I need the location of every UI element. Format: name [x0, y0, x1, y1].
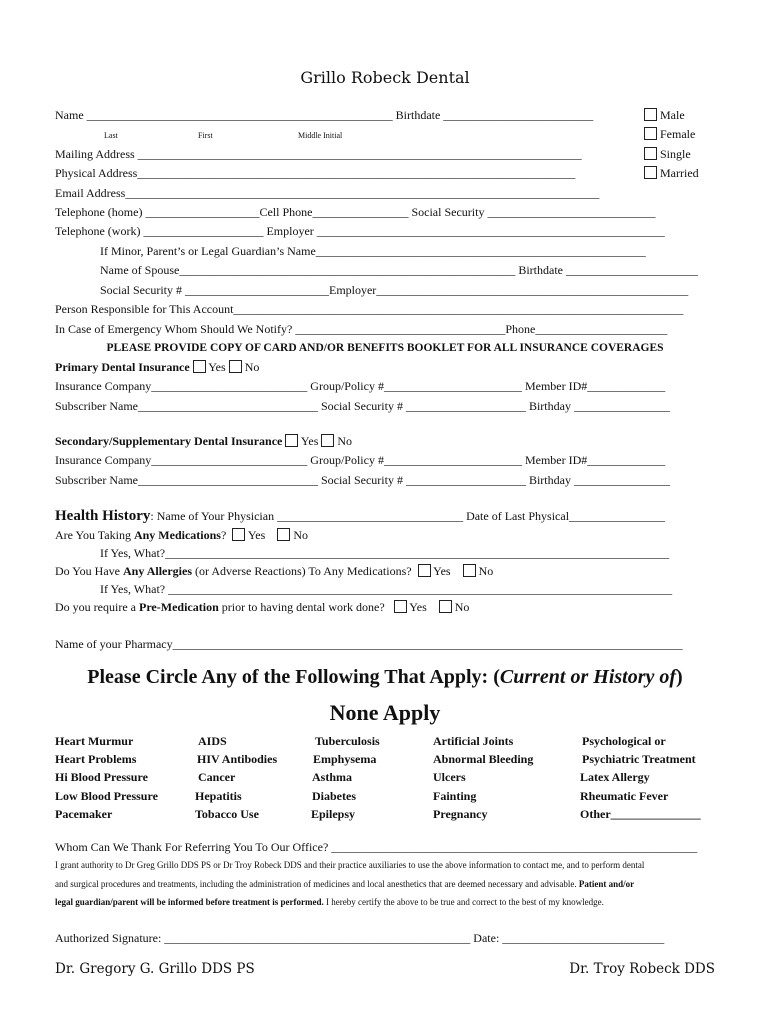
allergies-q-pre: Do You Have: [55, 564, 124, 578]
primary-insurance-row: [55, 360, 259, 374]
allergies-question: [55, 564, 493, 578]
conditions-col-5: [580, 732, 701, 823]
name-sub-middle: Middle Initial: [298, 131, 343, 140]
consent-2-bold: Patient and/or: [578, 879, 635, 889]
condition-item[interactable]: Rheumatic Fever: [580, 788, 669, 803]
primary-insurance-label: Primary Dental Insurance: [55, 360, 190, 374]
premed-no-label: No: [454, 600, 470, 614]
primary-yes-box[interactable]: [193, 360, 206, 373]
name-birthdate-line[interactable]: Name ___________________________________________________ Birthdate _________________________: [55, 108, 594, 122]
allergies-no-label: No: [478, 564, 494, 578]
condition-item[interactable]: Heart Problems: [55, 752, 137, 767]
checkbox-female[interactable]: [644, 127, 695, 141]
condition-item[interactable]: Emphysema: [313, 752, 377, 767]
spouse-line[interactable]: Name of Spouse________________________________________________________ Birthdate ______________________: [100, 263, 698, 277]
secondary-subscriber-line[interactable]: Subscriber Name______________________________ Social Security # ____________________ Birthday ________________: [55, 473, 670, 487]
circle-heading: [0, 666, 770, 689]
condition-item[interactable]: Diabetes: [312, 788, 356, 803]
checkbox-male[interactable]: [644, 108, 685, 122]
checkbox-married[interactable]: [644, 166, 699, 180]
doctor-left: Dr. Gregory G. Grillo DDS PS: [55, 961, 255, 977]
allergies-if-yes-line[interactable]: If Yes, What? ____________________________________________________________________________________: [100, 582, 673, 596]
condition-item[interactable]: Hi Blood Pressure: [55, 770, 148, 785]
physical-address-line[interactable]: Physical Address_________________________________________________________________________: [55, 166, 576, 180]
none-apply-option[interactable]: None Apply: [329, 700, 441, 725]
consent-2-plain: and surgical procedures and treatments, including the administration of medicines and local anesthetics that are deemed necessary and advisable.: [55, 879, 577, 889]
signature-line[interactable]: Authorized Signature: ___________________________________________________ Date: ___________________________: [55, 931, 665, 945]
checkbox-female-box[interactable]: [644, 127, 657, 140]
secondary-insurance-label: Secondary/Supplementary Dental Insurance: [55, 434, 283, 448]
primary-insurance-company-line[interactable]: Insurance Company__________________________ Group/Policy #_______________________ Member ID#_____________: [55, 379, 666, 393]
allergies-yes-label: Yes: [433, 564, 451, 578]
name-sub-first: First: [198, 131, 213, 140]
primary-yes-label: Yes: [208, 360, 226, 374]
medications-no-box[interactable]: [277, 528, 290, 541]
insurance-notice: PLEASE PROVIDE COPY OF CARD AND/OR BENEFITS BOOKLET FOR ALL INSURANCE COVERAGES: [106, 342, 664, 354]
premedication-question: [55, 600, 469, 614]
condition-item[interactable]: Cancer: [198, 770, 236, 785]
circle-heading-close: ): [676, 666, 683, 688]
circle-heading-italic: Current or History of: [499, 666, 677, 688]
minor-guardian-line[interactable]: If Minor, Parent’s or Legal Guardian’s Name_______________________________________________________: [100, 244, 646, 258]
medications-yes-label: Yes: [247, 528, 266, 542]
condition-item[interactable]: Abnormal Bleeding: [433, 752, 534, 767]
condition-item[interactable]: Pregnancy: [433, 806, 488, 821]
condition-item[interactable]: Psychological or: [582, 734, 666, 748]
condition-item[interactable]: Psychiatric Treatment: [582, 752, 696, 767]
condition-item[interactable]: Low Blood Pressure: [55, 788, 158, 803]
email-address-line[interactable]: Email Address_______________________________________________________________________________: [55, 186, 600, 200]
medications-if-yes-line[interactable]: If Yes, What?____________________________________________________________________________________: [100, 546, 670, 560]
primary-no-box[interactable]: [229, 360, 242, 373]
name-sub-last: Last: [104, 131, 118, 140]
allergies-q-post: (or Adverse Reactions) To Any Medications?: [192, 564, 412, 578]
condition-item[interactable]: Other_______________: [580, 806, 701, 821]
secondary-insurance-company-line[interactable]: Insurance Company__________________________ Group/Policy #_______________________ Member ID#_____________: [55, 453, 666, 467]
telephone-work-line[interactable]: Telephone (work) ____________________ Employer __________________________________________________________: [55, 224, 665, 238]
secondary-insurance-row: [55, 434, 352, 448]
doctor-right: Dr. Troy Robeck DDS: [569, 961, 715, 977]
condition-item[interactable]: Pacemaker: [55, 806, 113, 821]
condition-item[interactable]: Fainting: [433, 788, 477, 803]
premed-q-bold: Pre-Medication: [138, 600, 219, 614]
checkbox-single[interactable]: [644, 147, 691, 161]
primary-subscriber-line[interactable]: Subscriber Name______________________________ Social Security # ____________________ Birthday ________________: [55, 399, 670, 413]
secondary-yes-label: Yes: [300, 434, 319, 448]
conditions-col-2: [195, 732, 277, 823]
condition-item[interactable]: Artificial Joints: [433, 734, 514, 748]
allergies-yes-box[interactable]: [418, 564, 431, 577]
medications-q-post: ?: [220, 528, 227, 542]
conditions-col-3: [311, 732, 380, 823]
physician-line[interactable]: : Name of Your Physician _______________________________ Date of Last Physical________________: [150, 509, 666, 523]
premed-q-post: prior to having dental work done?: [218, 600, 385, 614]
circle-heading-plain: Please Circle Any of the Following That Apply: (: [87, 666, 500, 688]
medications-no-label: No: [293, 528, 308, 542]
premed-no-box[interactable]: [439, 600, 452, 613]
referral-line[interactable]: Whom Can We Thank For Referring You To Our Office? _____________________________________________________________: [55, 840, 698, 854]
condition-item[interactable]: Ulcers: [433, 770, 466, 785]
checkbox-married-box[interactable]: [644, 166, 657, 179]
mailing-address-line[interactable]: Mailing Address __________________________________________________________________________: [55, 147, 582, 161]
telephone-home-line[interactable]: Telephone (home) ___________________Cell Phone________________ Social Security ____________________________: [55, 205, 656, 219]
physician-row: [55, 509, 711, 523]
checkbox-single-box[interactable]: [644, 147, 657, 160]
spouse-ssn-employer-line[interactable]: Social Security # ________________________Employer____________________________________________________: [100, 283, 689, 297]
checkbox-male-label: Male: [660, 108, 685, 122]
consent-3-bold: legal guardian/parent will be informed before treatment is performed.: [55, 897, 324, 907]
secondary-no-label: No: [337, 434, 353, 448]
condition-item[interactable]: Heart Murmur: [55, 734, 134, 748]
premed-yes-box[interactable]: [394, 600, 407, 613]
condition-item[interactable]: Hepatitis: [195, 788, 242, 803]
checkbox-male-box[interactable]: [644, 108, 657, 121]
medications-q-pre: Are You Taking: [55, 528, 134, 542]
premed-q-pre: Do you require a: [55, 600, 139, 614]
medications-yes-box[interactable]: [232, 528, 245, 541]
condition-item[interactable]: Tobacco Use: [195, 806, 259, 821]
health-history-heading: Health History: [55, 509, 151, 523]
condition-item[interactable]: Latex Allergy: [580, 770, 650, 785]
condition-item[interactable]: AIDS: [198, 734, 227, 748]
pharmacy-line[interactable]: Name of your Pharmacy_____________________________________________________________________________________: [55, 637, 683, 651]
secondary-yes-box[interactable]: [285, 434, 298, 447]
premed-yes-label: Yes: [409, 600, 427, 614]
condition-item[interactable]: Epilepsy: [311, 806, 356, 821]
responsible-line[interactable]: Person Responsible for This Account___________________________________________________________________________: [55, 302, 684, 316]
conditions-col-4: [433, 732, 533, 823]
condition-item[interactable]: Tuberculosis: [315, 734, 380, 748]
consent-3-plain: I hereby certify the above to be true and correct to the best of my knowledge.: [325, 897, 604, 907]
consent-line-1: I grant authority to Dr Greg Grillo DDS PS or Dr Troy Robeck DDS and their practice auxiliaries to use the above information to contact me, and to perform dental: [55, 860, 645, 870]
checkbox-female-label: Female: [660, 127, 696, 141]
primary-no-label: No: [244, 360, 260, 374]
medications-q-bold: Any Medications: [133, 528, 221, 542]
allergies-q-bold: Any Allergies: [123, 564, 193, 578]
medications-question: [55, 528, 308, 542]
condition-item[interactable]: Asthma: [312, 770, 353, 785]
allergies-no-box[interactable]: [463, 564, 476, 577]
emergency-line[interactable]: In Case of Emergency Whom Should We Notify? ___________________________________Phone______________________: [55, 322, 668, 336]
conditions-col-1: [55, 732, 158, 823]
checkbox-single-label: Single: [660, 147, 691, 161]
consent-line-2: [55, 879, 715, 889]
consent-line-3: [55, 897, 715, 907]
checkbox-married-label: Married: [660, 166, 699, 180]
condition-item[interactable]: HIV Antibodies: [197, 752, 278, 767]
secondary-no-box[interactable]: [321, 434, 334, 447]
form-title: Grillo Robeck Dental: [300, 68, 470, 87]
